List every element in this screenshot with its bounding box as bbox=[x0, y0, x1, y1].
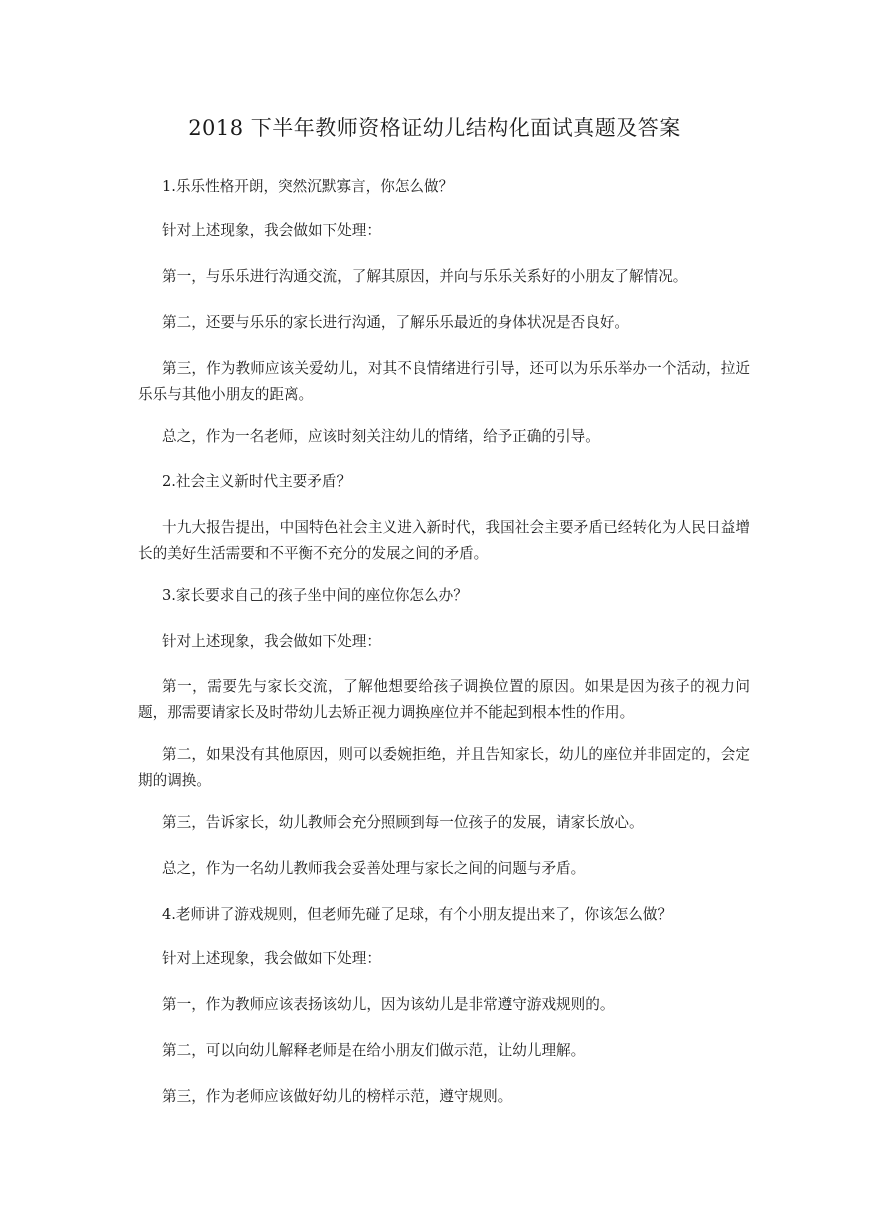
answer-1-summary: 总之，作为一名老师，应该时刻关注幼儿的情绪，给予正确的引导。 bbox=[162, 428, 600, 445]
answer-3-point-2: 第二，如果没有其他原因，则可以委婉拒绝，并且告知家长，幼儿的座位并非固定的，会定期的调换。 bbox=[138, 746, 750, 789]
answer-3-summary: 总之，作为一名幼儿教师我会妥善处理与家长之间的问题与矛盾。 bbox=[162, 860, 586, 877]
answer-1-point-2: 第二，还要与乐乐的家长进行沟通，了解乐乐最近的身体状况是否良好。 bbox=[162, 314, 630, 331]
answer-intro-1: 针对上述现象，我会做如下处理： bbox=[162, 222, 381, 239]
answer-3-point-1: 第一，需要先与家长交流，了解他想要给孩子调换位置的原因。如果是因为孩子的视力问题，那需要请家长及时带幼儿去矫正视力调换座位并不能起到根本性的作用。 bbox=[138, 678, 750, 721]
question-3: 3.家长要求自己的孩子坐中间的座位你怎么办？ bbox=[162, 587, 468, 604]
answer-4-point-1: 第一，作为教师应该表扬该幼儿，因为该幼儿是非常遵守游戏规则的。 bbox=[162, 996, 615, 1013]
answer-intro-4: 针对上述现象，我会做如下处理： bbox=[162, 950, 381, 967]
answer-1-point-3: 第三，作为教师应该关爱幼儿，对其不良情绪进行引导，还可以为乐乐举办一个活动，拉近乐乐与其他小朋友的距离。 bbox=[138, 360, 750, 403]
answer-1-point-1: 第一，与乐乐进行沟通交流，了解其原因，并向与乐乐关系好的小朋友了解情况。 bbox=[162, 268, 688, 285]
answer-intro-3: 针对上述现象，我会做如下处理： bbox=[162, 633, 381, 650]
answer-4-point-2: 第二，可以向幼儿解释老师是在给小朋友们做示范，让幼儿理解。 bbox=[162, 1042, 586, 1059]
question-2: 2.社会主义新时代主要矛盾？ bbox=[162, 473, 352, 490]
document-title: 2018 下半年教师资格证幼儿结构化面试真题及答案 bbox=[188, 116, 681, 140]
question-4: 4.老师讲了游戏规则，但老师先碰了足球，有个小朋友提出来了，你该怎么做？ bbox=[162, 906, 673, 923]
answer-2: 十九大报告提出，中国特色社会主义进入新时代，我国社会主要矛盾已经转化为人民日益增长的美好生活需要和不平衡不充分的发展之间的矛盾。 bbox=[138, 519, 750, 562]
answer-3-point-3: 第三，告诉家长，幼儿教师会充分照顾到每一位孩子的发展，请家长放心。 bbox=[162, 814, 644, 831]
answer-4-point-3: 第三，作为老师应该做好幼儿的榜样示范，遵守规则。 bbox=[162, 1088, 513, 1105]
question-1: 1.乐乐性格开朗，突然沉默寡言，你怎么做？ bbox=[162, 178, 454, 195]
